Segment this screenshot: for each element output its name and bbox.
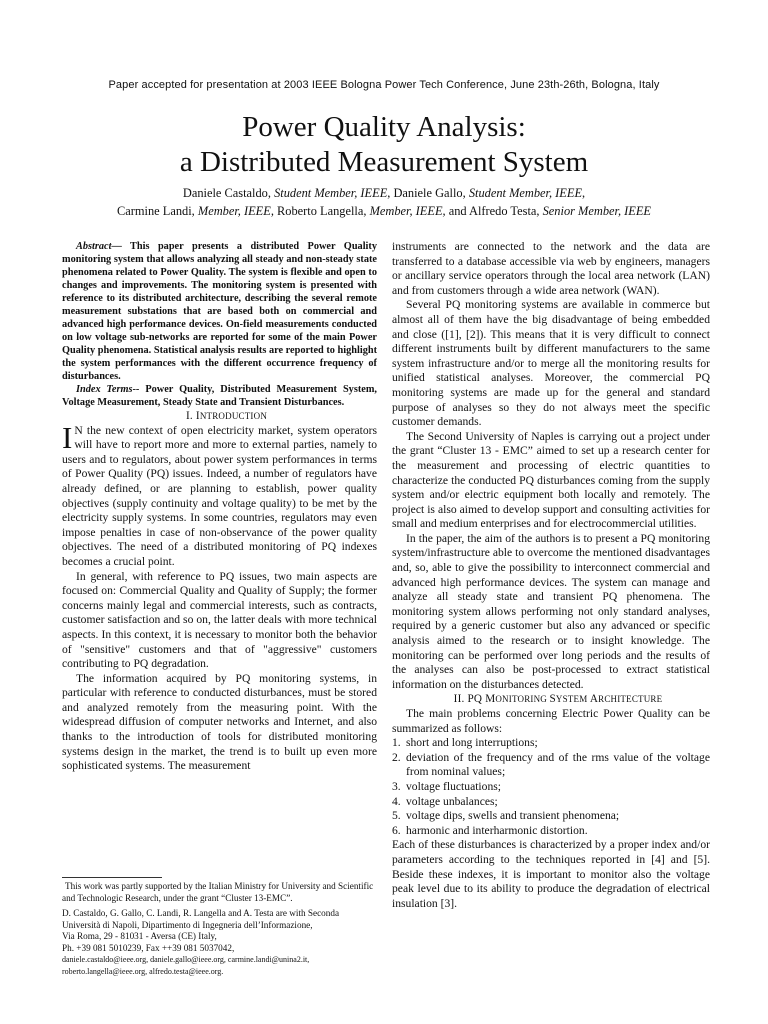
intro-paragraph-3: The information acquired by PQ monitoring systems, in particular with reference to conducted disturbances, must be stored and analyzed remotely from the measuring point. With the widespread diffusion of computer networks and Internet, and also thanks to the introduction of tools for distributed monitoring systems design in the market, the trend is to built up even more sophisticated systems. The measurement bbox=[62, 671, 377, 773]
paragraph-aim: In the paper, the aim of the authors is to present a PQ monitoring system/infrastructure able to overcome the mentioned disadvantages and, so, able to give the possibility to interconnect commercial and advanced high performance devices. The system can manage and analyze all steady state and transient PQ phenomena. The monitoring system allows performing not only standard analyses, required by a generic customer but also any advanced or specific analysis aimed to the research or to insight knowledge. The monitoring can be performed over long periods and the results of the analyses can also be post-processed to extract statistical information on the disturbances detected. bbox=[392, 531, 710, 691]
author-name: Carmine Landi, bbox=[117, 204, 198, 218]
abstract-label: Abstract bbox=[76, 241, 112, 252]
abstract-text: — This paper presents a distributed Power Quality monitoring system that allows analyzing all steady and non-steady state phenomena related to Power Quality. The system is flexible and open to changes and improvements. The monitoring system is presented with reference to its distributed architecture, describing the several remote measurement substations that are based both on commercial and advanced high performance devices. On-field measurements conducted on low voltage sub-networks are reported for some of the main Power Quality phenomena. Statistical analysis results are reported to highlight the system performances with the different occurrence frequency of disturbances. bbox=[62, 241, 377, 382]
paragraph-project: The Second University of Naples is carrying out a project under the grant “Cluster 13 - EMC” aimed to set up a research center for the measurement and processing of electric quantities to characterize the conducted PQ disturbances coming from the supply system and/or electric equipment both locally and remotely. The project is also aimed to develop support and consulting activities for small and medium enterprises and for electrocommercial utilities. bbox=[392, 429, 710, 531]
section-initial: M bbox=[485, 693, 496, 706]
index-terms bbox=[62, 383, 377, 409]
section-smallcaps: YSTEM bbox=[555, 694, 590, 705]
author-name: and Alfredo Testa, bbox=[445, 204, 543, 218]
footnote-funding: This work was partly supported by the Italian Ministry for University and Scientific and Technologic Research, under the grant “Cluster 13-EMC”. bbox=[62, 881, 374, 903]
author-line-2 bbox=[0, 202, 768, 220]
list-number: 2. bbox=[392, 750, 401, 764]
section-number: I. bbox=[185, 410, 196, 422]
list-number: 1. bbox=[392, 736, 401, 750]
author-role: Student Member, IEEE bbox=[274, 186, 388, 200]
left-column bbox=[62, 240, 377, 774]
author-name: Roberto Langella, bbox=[273, 204, 370, 218]
list-text: harmonic and interharmonic distortion. bbox=[406, 823, 588, 837]
paragraph-indexes: Each of these disturbances is characterized by a proper index and/or parameters according to the techniques reported in [4] and [5]. Beside these indexes, it is important to monitor also the voltage peak level due to its ability to produce the degradation of electrical insulation [3]. bbox=[392, 838, 710, 910]
list-text: short and long interruptions; bbox=[406, 736, 538, 750]
affiliation-line: Università di Napoli, Dipartimento di Ingegneria dell’Informazione, bbox=[62, 919, 313, 930]
affiliation-line: Ph. +39 081 5010239, Fax ++39 081 5037042, bbox=[62, 942, 235, 953]
affiliation-line: Via Roma, 29 - 81031 - Aversa (CE) Italy, bbox=[62, 931, 217, 941]
author-role: Student Member, IEEE bbox=[468, 186, 583, 200]
list-number: 6. bbox=[392, 823, 401, 837]
list-item bbox=[392, 809, 710, 824]
index-terms-text: -- Power Quality, Distributed Measurement System, Voltage Measurement, Steady State and Transient Disturbances. bbox=[62, 384, 377, 408]
section-initial: I bbox=[195, 410, 200, 422]
author-role: Member, IEEE, bbox=[369, 204, 446, 218]
paragraph-continued: instruments are connected to the network and the data are transferred to a database accessible via web by engineers, managers or ancillary service operators through the local area network (LAN) and from customers through a wide area network (WAN). bbox=[392, 240, 710, 297]
pq-problem-list bbox=[392, 736, 710, 838]
intro-paragraph-2: In general, with reference to PQ issues, two main aspects are focused on: Commercial Quality and Quality of Supply; the former concerns mainly legal and commercial interests, such as contracts, customer satisfaction and so on, the latter deals with more technical aspects. In this context, it is necessary to monitor both the behavior of "sensitive" customers and that of "aggressive" customers contributing to PQ degradation. bbox=[62, 569, 377, 671]
section-smallcaps: NTRODUCTION bbox=[199, 411, 268, 421]
section-heading-introduction bbox=[62, 409, 377, 424]
paragraph-problems: The main problems concerning Electric Power Quality can be summarized as follows: bbox=[392, 707, 710, 735]
list-item bbox=[392, 780, 710, 795]
list-text: voltage fluctuations; bbox=[406, 779, 501, 793]
abstract bbox=[62, 240, 377, 383]
paragraph-commercial-systems: Several PQ monitoring systems are available in commerce but almost all of them have the big disadvantage of being embedded and close ([1], [2]). This means that it is very difficult to connect different instruments built by different manufacturers to the same system infrastructure and/or to merge all the monitoring results for unified statistical analyses. Moreover, the commercial PQ monitoring systems are made up for the general and standard purpose of analyses so they do not always meet the specific customer demands. bbox=[392, 298, 710, 429]
author-list bbox=[0, 184, 768, 220]
footnote-rule bbox=[62, 877, 162, 878]
section-smallcaps: RCHITECTURE bbox=[598, 694, 663, 705]
author-role: Member, IEEE, bbox=[197, 204, 274, 218]
list-number: 3. bbox=[392, 779, 401, 793]
list-text: deviation of the frequency and of the rms value of the voltage from nominal values; bbox=[406, 750, 710, 779]
list-item bbox=[392, 736, 710, 751]
list-number: 5. bbox=[392, 809, 401, 823]
title-line-2: a Distributed Measurement System bbox=[179, 146, 589, 178]
list-text: voltage dips, swells and transient phenomena; bbox=[406, 809, 620, 823]
drop-cap: I bbox=[62, 419, 73, 455]
section-initial: S bbox=[549, 693, 556, 706]
section-smallcaps: ONITORING bbox=[495, 694, 550, 705]
paragraph-text: N the new context of open electricity market, system operators will have to report more and more to external parties, namely to users and to regulators, about power system performances in terms of Power Quality (PQ) issues. Indeed, a number of regulators have already defined, or are planning to establish, power quality objectives (supply continuity and voltage quality) to be met by the electricity supply systems. In some countries, regulators may even impose penalties in case of non-observance of the power quality objectives. The need of a distributed monitoring of PQ indexes becomes a crucial point. bbox=[62, 423, 377, 568]
list-item bbox=[392, 824, 710, 839]
author-separator: , bbox=[582, 186, 586, 200]
affiliation-line: D. Castaldo, G. Gallo, C. Landi, R. Langella and A. Testa are with Seconda bbox=[62, 908, 340, 918]
right-column bbox=[392, 240, 710, 911]
author-line-1 bbox=[0, 184, 768, 202]
footnote-affiliation bbox=[62, 908, 380, 977]
email-line: daniele.castaldo@ieee.org, daniele.gallo@ieee.org, carmine.landi@unina2.it, bbox=[62, 955, 310, 964]
list-item bbox=[392, 795, 710, 810]
list-text: voltage unbalances; bbox=[406, 794, 498, 808]
author-role: Senior Member, IEEE bbox=[542, 204, 651, 218]
conference-note: Paper accepted for presentation at 2003 IEEE Bologna Power Tech Conference, June 23th-26th, Bologna, Italy bbox=[108, 79, 660, 91]
index-terms-label: Index Terms bbox=[76, 384, 133, 395]
section-number: II. PQ bbox=[453, 693, 486, 706]
section-initial: A bbox=[589, 693, 599, 706]
list-item bbox=[392, 751, 710, 780]
intro-paragraph-1 bbox=[62, 419, 377, 570]
author-name: Daniele Castaldo, bbox=[182, 186, 275, 200]
paper-title bbox=[0, 110, 768, 180]
author-name: , Daniele Gallo, bbox=[387, 186, 469, 200]
list-number: 4. bbox=[392, 794, 401, 808]
email-line: roberto.langella@ieee.org, alfredo.testa@ieee.org. bbox=[62, 966, 224, 976]
title-line-1: Power Quality Analysis: bbox=[242, 111, 526, 143]
section-heading-architecture bbox=[392, 692, 710, 707]
